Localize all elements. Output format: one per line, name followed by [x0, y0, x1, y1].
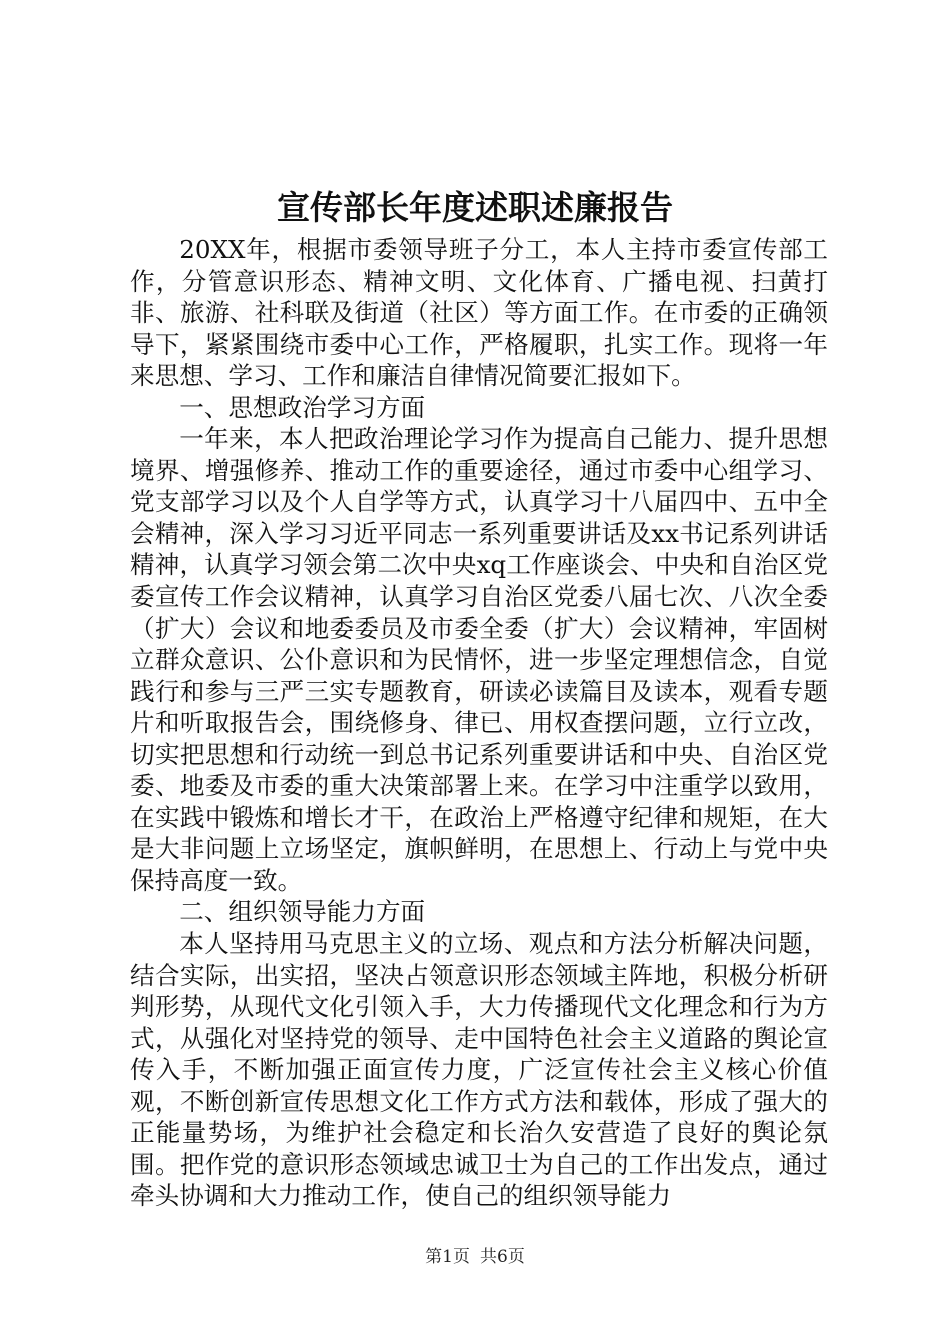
- intro-paragraph: 20XX年，根据市委领导班子分工，本人主持市委宣传部工作，分管意识形态、精神文明、文化体育、广播电视、扫黄打非、旅游、社科联及街道（社区）等方面工作。在市委的正确领导下，紧紧围绕市委中心工作，严格履职，扎实工作。现将一年来思想、学习、工作和廉洁自律情况简要汇报如下。: [130, 235, 828, 391]
- total-pages: 共6页: [480, 1247, 525, 1267]
- page-footer: [0, 1245, 950, 1269]
- page-number: 第1页: [425, 1247, 470, 1267]
- document-body: [130, 234, 828, 1212]
- section-heading-leadership: 二、组织领导能力方面: [179, 897, 426, 927]
- leadership-paragraph: 本人坚持用马克思主义的立场、观点和方法分析解决问题，结合实际，出实招，坚决占领意识形态领域主阵地，积极分析研判形势，从现代文化引领入手，大力传播现代文化理念和行为方式，从强化对坚持党的领导、走中国特色社会主义道路的舆论宣传入手，不断加强正面宣传力度，广泛宣传社会主义核心价值观，不断创新宣传思想文化工作方式方法和载体，形成了强大的正能量势场，为维护社会稳定和长治久安营造了良好的舆论氛围。把作党的意识形态领域忠诚卫士为自己的工作出发点，通过牵头协调和大力推动工作，使自己的组织领导能力: [130, 929, 828, 1211]
- section-heading-ideology: 一、思想政治学习方面: [179, 392, 426, 422]
- ideology-paragraph: 一年来，本人把政治理论学习作为提高自己能力、提升思想境界、增强修养、推动工作的重要途径，通过市委中心组学习、党支部学习以及个人自学等方式，认真学习十八届四中、五中全会精神，深入学习习近平同志一系列重要讲话及xx书记系列讲话精神，认真学习领会第二次中央xq工作座谈会、中央和自治区党委宣传工作会议精神，认真学习自治区党委八届七次、八次全委（扩大）会议和地委委员及市委全委（扩大）会议精神，牢固树立群众意识、公仆意识和为民情怀，进一步坚定理想信念，自觉践行和参与三严三实专题教育，研读必读篇目及读本，观看专题片和听取报告会，围绕修身、律已、用权查摆问题，立行立改，切实把思想和行动统一到总书记系列重要讲话和中央、自治区党委、地委及市委的重大决策部署上来。在学习中注重学以致用，在实践中锻炼和增长才干，在政治上严格遵守纪律和规矩，在大是大非问题上立场坚定，旗帜鲜明，在思想上、行动上与党中央保持高度一致。: [130, 424, 828, 895]
- document-title: 宣传部长年度述职述廉报告: [277, 188, 673, 227]
